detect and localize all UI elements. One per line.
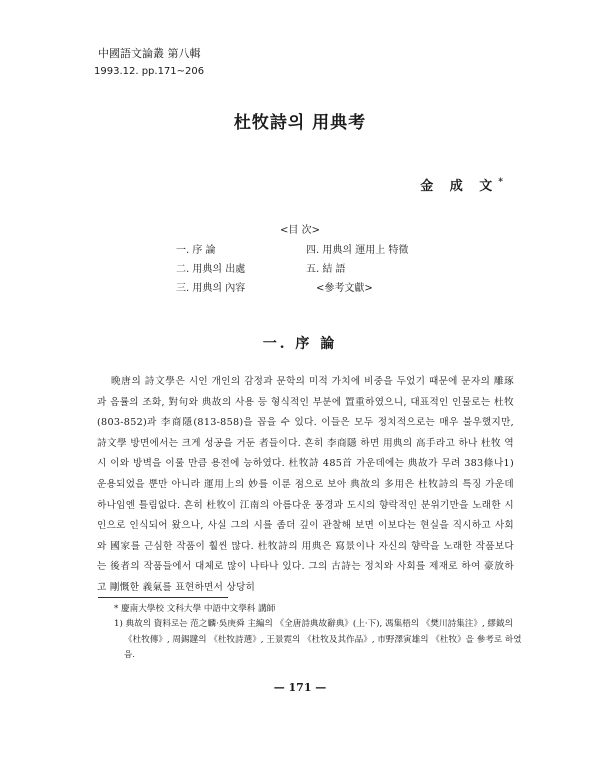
issue-pages: 1993.12. pp.171~206 [94, 66, 205, 77]
toc-heading: <目 次> [280, 225, 320, 236]
section-heading: 一. 序 論 [262, 336, 338, 352]
footnote-author: * 慶南大學校 文科大學 中語中文學科 講師 [114, 604, 276, 614]
journal-name: 中國語文論叢 第八輯 [98, 47, 201, 60]
toc-item-6: <參考文獻> [316, 283, 373, 294]
toc-item-4: 四. 用典의 運用上 特徵 [306, 245, 409, 256]
author-footnote-mark: * [498, 177, 503, 188]
paper-title: 杜牧詩의 用典考 [233, 113, 367, 133]
page-number: — 171 — [273, 681, 327, 694]
toc-item-5: 五. 結 語 [306, 264, 346, 275]
body-paragraph: 晩唐의 詩文學은 시인 개인의 감정과 문학의 미적 가치에 비중을 두었기 때문에 문자의 雕琢과 음률의 조화, 對句와 典故의 사용 등 형식적인 부분에 置重하였으니, 대표적인 인물로는 杜牧(803-852)과 李商隱(813-858)을 꼽을 수 있다. 이들은 모두 정치적으로는 매우 불우했지만, 詩文學 방면에서는 크게 성공을 거둔 者들이다. 흔히 李商隱 하면 用典의 高手라고 하나 杜牧 역시 이와 방벽을 이룰 만큼 용전에 능하였다. 杜牧詩 485首 가운데에는 典故가 무려 383條나1) 운용되었을 뿐만 아니라 運用上의 妙를 이룬 점으로 보아 典故의 多用은 杜牧詩의 특징 가운데 하나임엔 틀림없다. 흔히 杜牧이 江南의 아름다운 풍경과 도시의 향락적인 분위기만을 노래한 시인으로 인식되어 왔으나, 사실 그의 시를 좀더 깊이 관찰해 보면 이보다는 현실을 직시하고 사회와 國家를 근심한 작품이 훨씬 많다. 杜牧詩의 用典은 寫景이나 자신의 향락을 노래한 작품보다는 後者의 작품들에서 대체로 많이 나타나 있다. 그의 古詩는 정치와 사회를 제재로 하여 豪放하고 剛慨한 義氣를 표현하면서 상당히 [97, 376, 514, 593]
toc-item-2: 二. 用典의 出處 [176, 264, 246, 275]
author-name: 金 成 文 [420, 179, 499, 194]
footnote-1: 1) 典故의 資料로는 范之麟·吳庚舜 主編의 《全唐詩典故辭典》(上·下), 馮集梧의 《樊川詩集注》, 繆鉞의 《杜牧傳》, 周錫韙의 《杜牧詩選》, 王景霓의 《杜牧及其作品》, 市野澤寅雄의 《杜牧》을 參考로 하였음. [114, 619, 522, 660]
author [420, 175, 503, 194]
toc-item-1: 一. 序 論 [176, 245, 216, 256]
footnote-rule [98, 597, 228, 598]
toc-item-3: 三. 用典의 內容 [176, 283, 246, 294]
